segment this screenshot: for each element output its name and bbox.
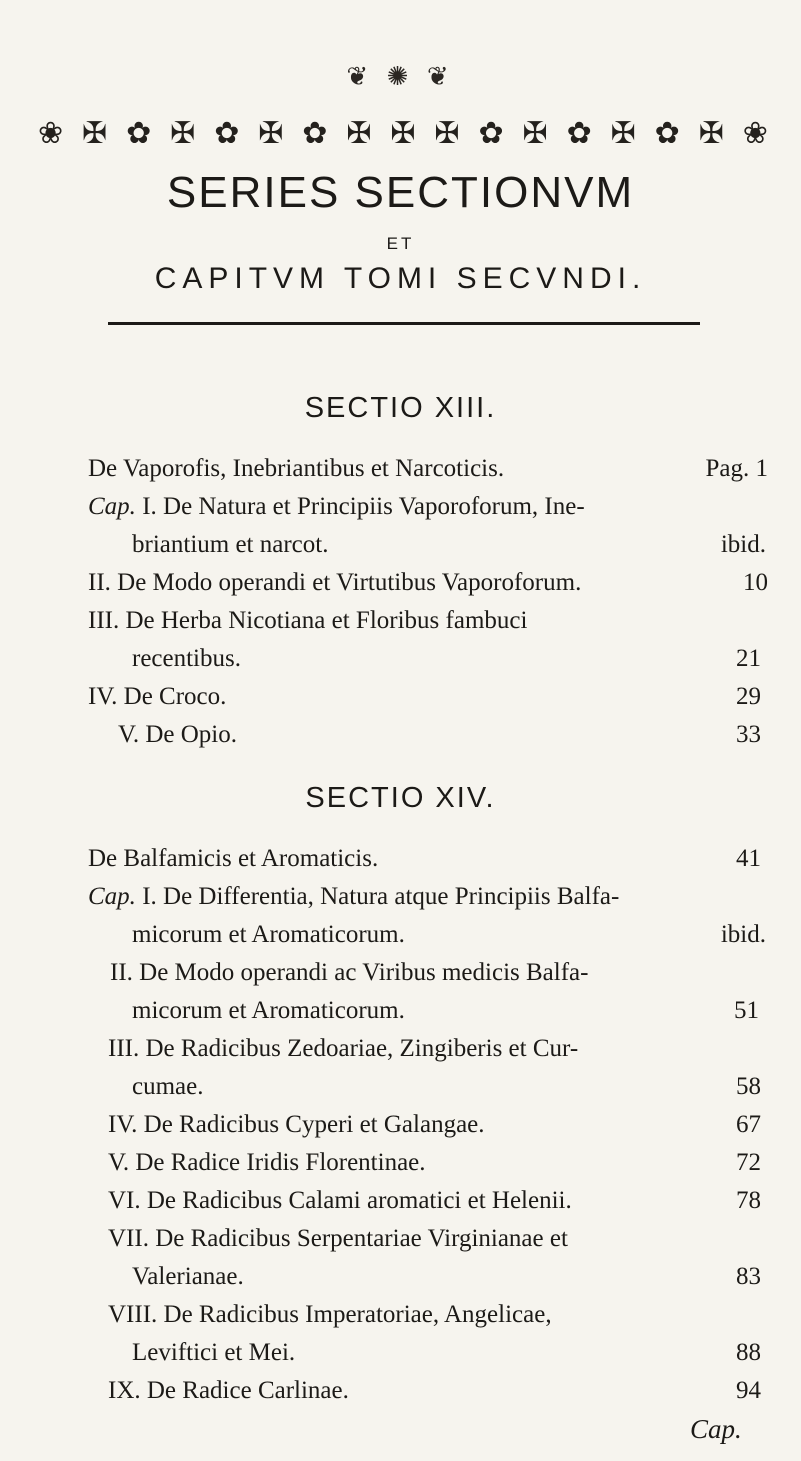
- toc-entry-page: 10: [743, 569, 768, 596]
- ornament-glyph: ✠: [170, 117, 196, 150]
- toc-entry-page: 29: [736, 683, 761, 710]
- toc-entry-text: IV. De Radicibus Cyperi et Galangae.: [108, 1111, 485, 1138]
- ornament-glyph: ✠: [610, 117, 636, 150]
- ornament-border: [38, 116, 768, 151]
- toc-entry-text: III. De Herba Nicotiana et Floribus fambuci: [88, 607, 528, 634]
- toc-entry-page: 94: [736, 1377, 761, 1404]
- ornament-glyph: ❀: [38, 117, 64, 150]
- toc-entry-page: Pag. 1: [705, 455, 768, 482]
- toc-entry-page: 58: [736, 1073, 761, 1100]
- toc-entry-page: 83: [736, 1263, 761, 1290]
- toc-entry-page: 51: [734, 997, 759, 1024]
- ornament-glyph: ✠: [434, 117, 460, 150]
- ornament-glyph: ❀: [742, 117, 768, 150]
- page-title: SERIES SECTIONVM: [166, 168, 635, 217]
- top-ornament: ❦ ✺ ❦: [346, 62, 455, 91]
- toc-entry-page: ibid.: [720, 921, 766, 948]
- chapter-prefix: Cap.: [88, 493, 136, 520]
- toc-entry-text: briantium et narcot.: [132, 531, 329, 558]
- toc-entry-text: De Vaporofis, Inebriantibus et Narcoticis.: [88, 455, 505, 482]
- toc-entry-text: II. De Modo operandi et Virtutibus Vaporoforum.: [88, 569, 582, 596]
- toc-entry-text: micorum et Aromaticorum.: [132, 997, 405, 1024]
- toc-entry-page: 78: [736, 1187, 761, 1214]
- toc-entry-text: V. De Opio.: [118, 721, 237, 748]
- toc-entry-text: IX. De Radice Carlinae.: [108, 1377, 349, 1404]
- chapter-prefix: Cap.: [88, 883, 136, 910]
- section-heading-xiv: SECTIO XIV.: [305, 782, 496, 814]
- ornament-glyph: ✿: [566, 117, 592, 150]
- ornament-glyph: ✿: [126, 117, 152, 150]
- toc-entry-page: 88: [736, 1339, 761, 1366]
- toc-entry-body: I. De Natura et Principiis Vaporoforum, Ine-: [142, 493, 585, 520]
- toc-entry-page: 72: [736, 1149, 761, 1176]
- toc-entry-text: [88, 493, 585, 521]
- title-divider: [108, 322, 700, 325]
- toc-entry-text: recentibus.: [132, 645, 241, 672]
- toc-entry-text: II. De Modo operandi ac Viribus medicis Balfa-: [110, 959, 589, 986]
- page-subtitle: CAPITVM TOMI SECVNDI.: [154, 262, 647, 295]
- ornament-glyph: ✠: [346, 117, 372, 150]
- toc-entry-text: cumae.: [132, 1073, 204, 1100]
- toc-entry-page: 41: [736, 845, 761, 872]
- toc-entry-text: IV. De Croco.: [88, 683, 227, 710]
- toc-entry-page: 33: [736, 721, 761, 748]
- toc-entry-text: Leviftici et Mei.: [132, 1339, 296, 1366]
- ornament-glyph: ✿: [654, 117, 680, 150]
- ornament-glyph: ✠: [522, 117, 548, 150]
- toc-entry-text: [88, 883, 619, 911]
- toc-entry-text: VI. De Radicibus Calami aromatici et Helenii.: [108, 1187, 572, 1214]
- section-heading-xiii: SECTIO XIII.: [304, 392, 497, 424]
- ornament-glyph: ✿: [302, 117, 328, 150]
- catchword: Cap.: [690, 1414, 742, 1444]
- ornament-glyph: ✠: [258, 117, 284, 150]
- toc-entry-text: Valerianae.: [132, 1263, 244, 1290]
- toc-entry-text: micorum et Aromaticorum.: [132, 921, 405, 948]
- toc-entry-body: I. De Differentia, Natura atque Principiis Balfa-: [142, 883, 620, 910]
- toc-entry-page: ibid.: [720, 531, 766, 558]
- title-conjunction: ET: [386, 234, 415, 253]
- toc-entry-text: V. De Radice Iridis Florentinae.: [108, 1149, 426, 1176]
- ornament-glyph: ✠: [390, 117, 416, 150]
- ornament-glyph: ✠: [698, 117, 724, 150]
- ornament-glyph: ✿: [214, 117, 240, 150]
- toc-entry-text: De Balfamicis et Aromaticis.: [88, 845, 379, 872]
- toc-entry-text: VIII. De Radicibus Imperatoriae, Angelicae,: [108, 1301, 552, 1328]
- ornament-glyph: ✿: [478, 117, 504, 150]
- toc-entry-text: VII. De Radicibus Serpentariae Virginianae et: [108, 1225, 568, 1252]
- ornament-glyph: ✠: [82, 117, 108, 150]
- toc-entry-page: 21: [736, 645, 761, 672]
- toc-entry-text: III. De Radicibus Zedoariae, Zingiberis et Cur-: [108, 1035, 579, 1062]
- toc-entry-page: 67: [736, 1111, 761, 1138]
